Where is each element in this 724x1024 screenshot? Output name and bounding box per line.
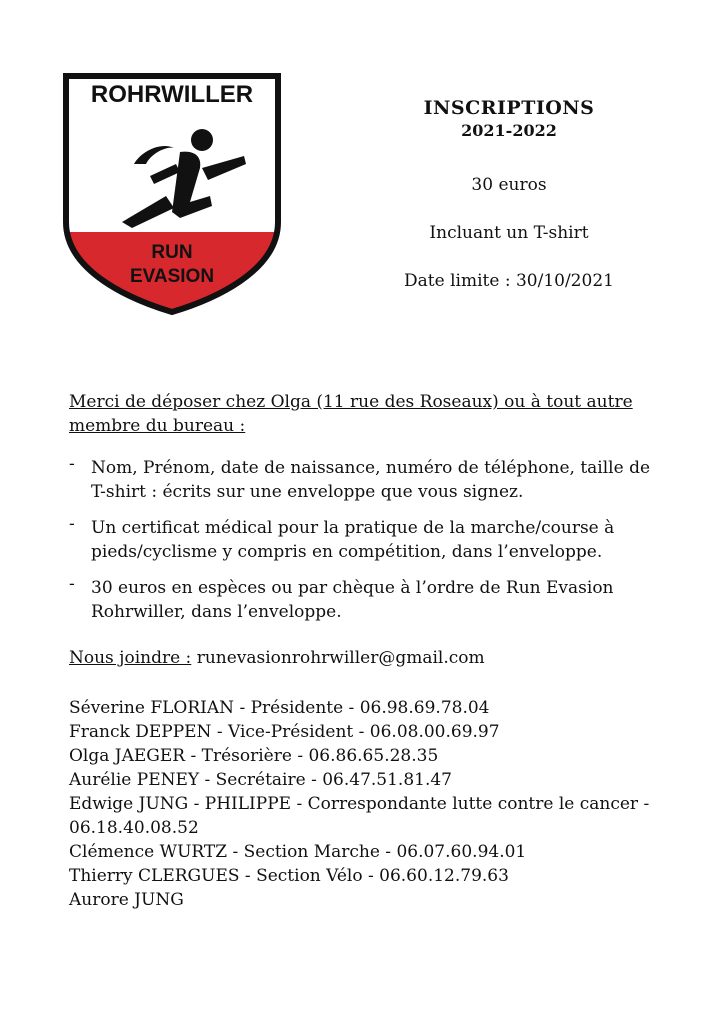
instructions-intro: Merci de déposer chez Olga (11 rue des Roseaux) ou à tout autre membre du bureau : <box>69 392 633 436</box>
price: 30 euros <box>471 175 547 195</box>
bullet-dash: - <box>69 514 75 534</box>
club-logo <box>62 72 282 316</box>
bullet-dash: - <box>69 454 75 474</box>
list-item: Aurélie PENEY - Secrétaire - 06.47.51.81.47 <box>69 770 452 790</box>
list-item: Aurore JUNG <box>69 890 184 910</box>
list-item: Edwige JUNG - PHILIPPE - Correspondante lutte contre le cancer - 06.18.40.08.52 <box>69 794 650 838</box>
instructions-section <box>69 390 669 912</box>
list-item: Olga JAEGER - Trésorière - 06.86.65.28.35 <box>69 746 439 766</box>
page-title: INSCRIPTIONS <box>423 97 595 119</box>
bullet-dash: - <box>69 574 75 594</box>
list-item: Thierry CLERGUES - Section Vélo - 06.60.12.79.63 <box>69 866 509 886</box>
list-item: Séverine FLORIAN - Présidente - 06.98.69.78.04 <box>69 698 490 718</box>
registration-header <box>395 96 623 292</box>
list-item <box>69 456 669 504</box>
logo-bottom-text-1: RUN <box>151 242 193 263</box>
logo-bottom-text-2: EVASION <box>129 266 215 287</box>
list-item <box>69 516 669 564</box>
list-item: Clémence WURTZ - Section Marche - 06.07.60.94.01 <box>69 842 527 862</box>
committee-list <box>69 696 669 912</box>
list-item-text: 30 euros en espèces ou par chèque à l’ordre de Run Evasion Rohrwiller, dans l’enveloppe. <box>91 578 614 622</box>
season: 2021-2022 <box>461 121 557 140</box>
contact-label: Nous joindre : <box>69 648 192 668</box>
list-item: Franck DEPPEN - Vice-Président - 06.08.00.69.97 <box>69 722 500 742</box>
includes-tshirt: Incluant un T-shirt <box>429 223 589 243</box>
deadline: Date limite : 30/10/2021 <box>404 271 614 291</box>
list-item-text: Un certificat médical pour la pratique de la marche/course à pieds/cyclisme y compris en compétition, dans l’enveloppe. <box>91 518 615 562</box>
list-item-text: Nom, Prénom, date de naissance, numéro de téléphone, taille de T-shirt : écrits sur une enveloppe que vous signez. <box>91 458 651 502</box>
logo-top-text: ROHRWILLER <box>90 81 254 108</box>
list-item <box>69 576 669 624</box>
requirements-list <box>69 456 669 624</box>
contact-email[interactable]: runevasionrohrwiller@gmail.com <box>196 648 485 668</box>
contact-line <box>69 646 669 670</box>
